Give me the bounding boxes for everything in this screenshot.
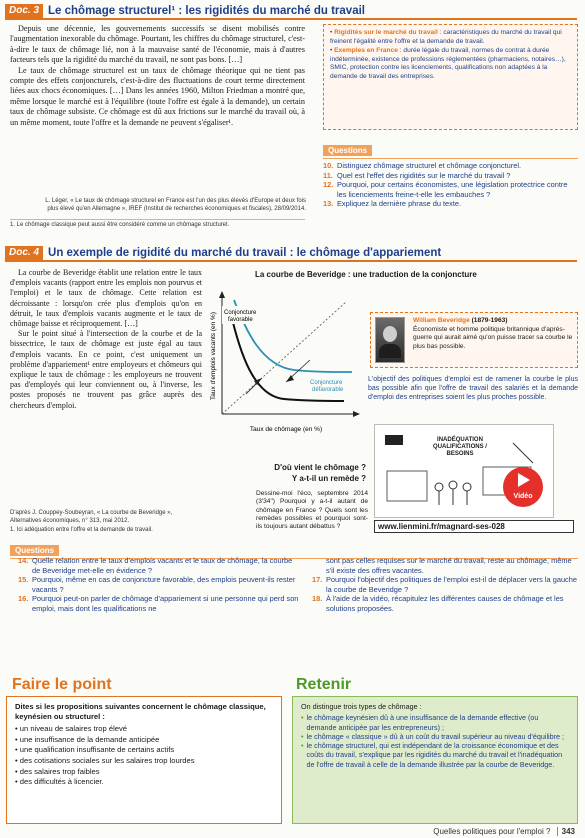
doc3-tag: Doc. 3 [5, 4, 43, 18]
video-caption: Dessine-moi l'éco, septembre 2014 (3'34") Pourquoi y a-t-il autant de chômage en France ? Quels sont les remèdes possibles et pourquoi sont-ils toujours autant débattus ? [256, 490, 368, 531]
question-item: 15. Pourquoi, même en cas de conjoncture favorable, des emplois peuvent-ils rester vacants ? [18, 575, 296, 594]
doc3-definitions-box [323, 24, 578, 130]
beveridge-portrait [375, 317, 405, 363]
doc3-title: Le chômage structurel¹ : les rigidités du marché du travail [48, 5, 365, 17]
page-footer [433, 827, 575, 836]
doc4-header [5, 246, 577, 262]
bio-text: Économiste et homme politique britannique d'après-guerre qui aurait aimé qu'on puisse tracer sa courbe le plus bas possible. [413, 325, 573, 350]
faire-le-point-title: Faire le point [12, 676, 112, 693]
faire-le-point-intro: Dites si les propositions suivantes concernent le chômage classique, keynésien ou structurel : [15, 702, 266, 721]
video-thumbnail[interactable] [374, 424, 554, 518]
doc4-questions-left [18, 556, 300, 614]
definition-item: • Exemples en France : durée légale du travail, normes de contrat à durée indéterminée, existence de professions réglementées (pharmaciens, notaires…), SMIC, protection contre les licenciements, qualifications non adaptées à la demande de travail des entreprises. [330, 47, 566, 80]
faire-le-point-item: • des difficultés à licencier. [15, 777, 104, 787]
question-item: 18. À l'aide de la vidéo, récapitulez les différentes causes de chômage et les solutions proposées. [312, 594, 564, 613]
chart-x-axis-label: Taux de chômage (en %) [249, 426, 323, 433]
question-item: 12. Pourquoi, pour certains économistes, une législation protectrice contre les licenciements freine-t-elle les embauches ? [323, 180, 568, 199]
question-item: 16. Pourquoi peut-on parler de chômage d'appariement si une personne qui perd son emploi, mais dont les qualifications ne [18, 594, 299, 613]
question-item: 13. Expliquez la dernière phrase du texte. [323, 199, 462, 209]
question-item: 11. Quel est l'effet des rigidités sur le marché du travail ? [323, 170, 511, 180]
doc4-footnote: 1. Ici adéquation entre l'offre et la demande de travail. [10, 527, 153, 533]
doc4-title: Un exemple de rigidité du marché du travail : le chômage d'appariement [48, 247, 442, 259]
video-sketch-text: INADÉQUATION QUALIFICATIONS / BESOINS [433, 437, 487, 457]
video-questions: D'où vient le chômage ? Y a-t-il un remède ? [274, 463, 366, 483]
doc3-header [5, 4, 577, 20]
faire-le-point-item: • une qualification insuffisante de certains actifs [15, 745, 175, 755]
doc4-paragraph: La courbe de Beveridge établit une relation entre le taux d'emplois vacants (rapport entre les emplois non pourvus et l'emploi) et le taux de chômage. Cette relation est décroissante : lorsqu'on crée plus d'emplois qu'on en détruit, le taux d'emplois vacants augmente et le taux de chômage baisse et réciproquement. […] [10, 268, 202, 329]
doc4-questions-header: Questions [10, 545, 59, 556]
video-badge: Vidéo [513, 493, 533, 500]
retenir-item: • le chômage « classique » dû à un coût du travail supérieur au niveau d'équilibre ; [301, 731, 565, 741]
doc3-text [10, 24, 305, 128]
chart-title: La courbe de Beveridge : une traduction de la conjoncture [255, 270, 477, 279]
faire-le-point-item: • des cotisations sociales sur les salaires trop lourdes [15, 755, 195, 765]
retenir-intro: On distingue trois types de chômage : [301, 702, 422, 711]
doc4-text [10, 268, 202, 411]
question-item: 10. Distinguez chômage structurel et chômage conjoncturel. [323, 161, 522, 170]
definition-item: • Rigidités sur le marché du travail : caractéristiques du marché du travail qui freinent l'égalité entre l'offre et la demande de travail. [330, 29, 562, 45]
video-play-button[interactable] [503, 467, 543, 507]
doc4-objective: L'objectif des politiques d'emploi est de ramener la courbe le plus bas possible afin que l'offre de travail des salariés et la demande d'emploi des entreprises soient les plus proches possible. [368, 376, 578, 401]
faire-le-point-box [6, 696, 282, 824]
doc3-paragraph: Depuis une décennie, les gouvernements successifs se disent mobilisés contre l'augmentation inexorable du chômage. Pourtant, les chiffres du chômage structurel, c'est-à-dire le taux de chômage lié, non à la mauvaise santé de l'économie, mais à d'autres facteurs tels que la rigidité du marché du travail, ne sont pas bons. […] [10, 24, 305, 65]
retenir-title: Retenir [296, 676, 352, 693]
doc3-questions [323, 140, 578, 209]
doc4-questions-right [312, 556, 578, 614]
retenir-item: • le chômage keynésien dû à une insuffisance de la demande effective (ou demande anticipée par les entrepreneurs) ; [301, 713, 539, 732]
question-item: sont pas celles requises sur le marché du travail, reste au chômage, même s'il existe des offres vacantes. [326, 556, 572, 575]
retenir-box [292, 696, 578, 824]
footer-text: Quelles politiques pour l'emploi ? [433, 827, 551, 836]
doc4-paragraph: Sur le point situé à l'intersection de la courbe et de la bissectrice, le taux de chômage est juste égal au taux d'emplois vacants. En ce point, c'est uniquement un problème d'appariement¹ entre employeurs et chômeurs qui explique le taux de chômage : les employeurs ne trouvent pas d'employés qui leur conviennent ou, à l'inverse, les postes proposés ne trouvent pas grâce auprès des chercheurs d'emploi. [10, 329, 202, 410]
bio-name: William Beveridge [413, 317, 470, 324]
bio-years: (1879-1963) [469, 317, 508, 324]
chart-label-defavorable: Conjoncture défavorable [310, 380, 344, 393]
doc3-questions-header: Questions [323, 145, 372, 156]
doc4-source: D'après J. Couppey-Soubeyran, « La courbe de Beveridge », Alternatives économiques, n° 313, mai 2012. [10, 510, 173, 524]
beveridge-chart [206, 286, 366, 436]
doc4-tag: Doc. 4 [5, 246, 43, 260]
play-icon [518, 473, 530, 487]
doc3-footnote: 1. Le chômage classique peut aussi être considéré comme un chômage structurel. [10, 222, 230, 228]
chart-label-favorable: Conjoncture favorable [224, 310, 257, 323]
page-number: 343 [557, 827, 575, 836]
video-link[interactable]: www.lienmini.fr/magnard-ses-028 [374, 520, 574, 533]
question-item: 17. Pourquoi l'objectif des politiques de l'emploi est-il de déplacer vers la gauche la courbe de Beveridge ? [312, 575, 577, 594]
beveridge-bio [370, 312, 578, 368]
faire-le-point-item: • des salaires trop faibles [15, 766, 100, 776]
faire-le-point-item: • un niveau de salaires trop élevé [15, 724, 128, 734]
retenir-item: • le chômage structurel, qui est indépendant de la croissance économique et des coûts du travail, s'explique par les rigidités du marché du travail et l'inadéquation de l'offre de travail à celle de la demande illustrée par la courbe de Beveridge. [301, 741, 563, 769]
question-item: 14. Quelle relation entre le taux d'emplois vacants et le taux de chômage, la courbe de Beveridge met-elle en évidence ? [18, 556, 293, 575]
doc3-source: L. Léger, « Le taux de chômage structurel en France est l'un des plus élevés d'Europe et deux fois plus élevé qu'en Allemagne », IREF (Institut de recherches économiques et fiscales), 28/09/2014. [45, 198, 306, 212]
faire-le-point-item: • une insuffisance de la demande anticipée [15, 734, 160, 744]
chart-y-axis-label: Taux d'emplois vacants (en %) [210, 312, 217, 400]
doc3-paragraph: Le taux de chômage structurel est un taux de chômage théorique qui ne tient pas compte des effets conjoncturels, c'est-à-dire des fluctuations de court terme directement liées aux chocs économiques. […] Dans les années 1960, Milton Friedman a montré que, même lorsque le marché est à l'équilibre (toute l'offre est égale à la demande), un certain taux de chômage subsiste. Ce chômage est dû aux frictions sur le marché du travail où, à un même moment, toute l'offre et la demande ne peuvent s'égaliser¹. [10, 65, 305, 127]
